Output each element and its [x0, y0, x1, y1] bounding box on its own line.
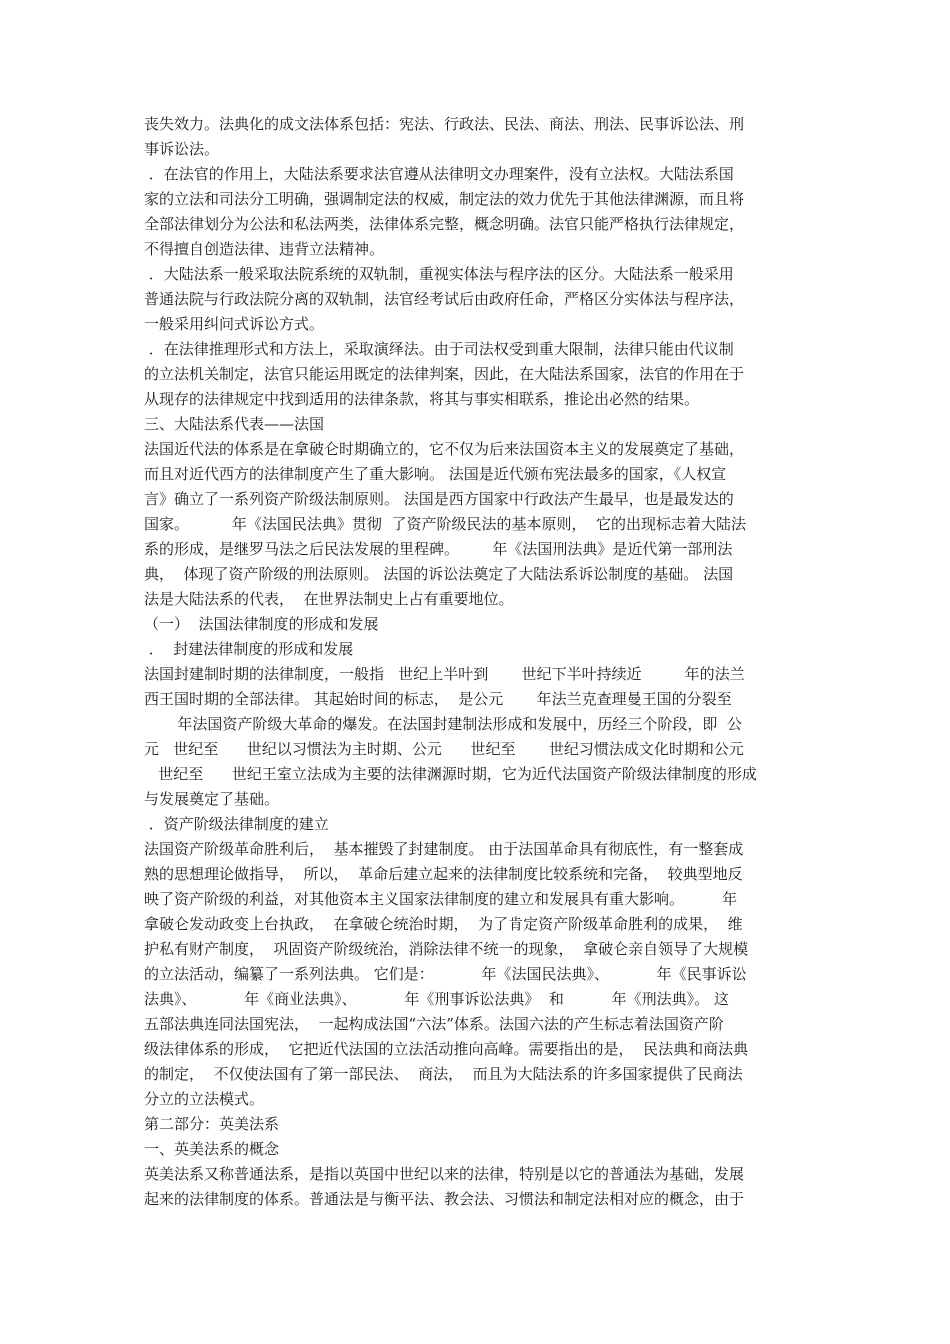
text-line: 法国近代法的体系是在拿破仑时期确立的，它不仅为后来法国资本主义的发展奠定了基础， [144, 440, 745, 458]
text-line: ．在法官的作用上，大陆法系要求法官遵从法律明文办理案件，没有立法权。大陆法系国 [144, 165, 734, 183]
text-line: 熟的思想理论做指导， 所以， 革命后建立起来的法律制度比较系统和完备， 较典型地反 [144, 865, 743, 883]
text-line: 事诉讼法。 [144, 140, 220, 158]
subsection-heading: （一） 法国法律制度的形成和发展 [144, 615, 379, 633]
text-line: 西王国时期的全部法律。 其起始时间的标志， 是公元 年法兰克查理曼王国的分裂至 [144, 690, 732, 708]
text-line: 世纪至 世纪王室立法成为主要的法律渊源时期，它为近代法国资产阶级法律制度的形成 [144, 765, 757, 783]
text-line: 法典》、 年《商业法典》、 年《刑事诉讼法典》 和 年《刑法典》。 这 [144, 990, 729, 1008]
text-line: 而且对近代西方的法律制度产生了重大影响。 法国是近代颁布宪法最多的国家，《人权宣 [144, 465, 727, 483]
text-line: 护私有财产制度， 巩固资产阶级统治，消除法律不统一的现象， 拿破仑亲自领导了大规模 [144, 940, 749, 958]
text-line: 全部法律划分为公法和私法两类，法律体系完整，概念明确。法官只能严格执行法律规定， [144, 215, 745, 233]
text-line: 的立法活动，编纂了一系列法典。 它们是： 年《法国民法典》、 年《民事诉讼 [144, 965, 747, 983]
text-line: 家的立法和司法分工明确，强调制定法的权威，制定法的效力优先于其他法律渊源，而且将 [144, 190, 745, 208]
subsection-heading: ．资产阶级法律制度的建立 [144, 815, 329, 833]
text-line: 英美法系又称普通法系，是指以英国中世纪以来的法律，特别是以它的普通法为基础，发展 [144, 1165, 745, 1183]
text-line: 的立法机关制定，法官只能运用既定的法律判案，因此，在大陆法系国家，法官的作用在于 [144, 365, 745, 383]
text-line: 映了资产阶级的利益，对其他资本主义国家法律制度的建立和发展具有重大影响。 年 [144, 890, 738, 908]
text-line: ．大陆法系一般采取法院系统的双轨制，重视实体法与程序法的区分。大陆法系一般采用 [144, 265, 734, 283]
text-line: 五部法典连同法国宪法， 一起构成法国“六法”体系。法国六法的产生标志着法国资产阶 [144, 1015, 724, 1033]
text-line: 法是大陆法系的代表， 在世界法制史上占有重要地位。 [144, 590, 514, 608]
text-line: 言》确立了一系列资产阶级法制原则。 法国是西方国家中行政法产生最早，也是最发达的 [144, 490, 734, 508]
text-line: 拿破仑发动政变上台执政， 在拿破仑统治时期， 为了肯定资产阶级革命胜利的成果， 维 [144, 915, 743, 933]
text-line: 一般采用纠问式诉讼方式。 [144, 315, 325, 333]
part-heading: 第二部分：英美法系 [144, 1115, 280, 1133]
text-line: 法国资产阶级革命胜利后， 基本摧毁了封建制度。 由于法国革命具有彻底性，有一整套成 [144, 840, 744, 858]
text-line: 起来的法律制度的体系。普通法是与衡平法、教会法、习惯法和制定法相对应的概念，由于 [144, 1190, 745, 1208]
text-line: 典， 体现了资产阶级的刑法原则。 法国的诉讼法奠定了大陆法系诉讼制度的基础。 法国 [144, 565, 734, 583]
text-line: 丧失效力。法典化的成文法体系包括：宪法、行政法、民法、商法、刑法、民事诉讼法、刑 [144, 115, 745, 133]
text-line: 普通法院与行政法院分离的双轨制，法官经考试后由政府任命，严格区分实体法与程序法， [144, 290, 745, 308]
text-line: 不得擅自创造法律、违背立法精神。 [144, 240, 385, 258]
text-line: 从现存的法律规定中找到适用的法律条款，将其与事实相联系，推论出必然的结果。 [144, 390, 700, 408]
text-line: 系的形成，是继罗马法之后民法发展的里程碑。 年《法国刑法典》是近代第一部刑法 [144, 540, 733, 558]
section-heading: 一、英美法系的概念 [144, 1140, 280, 1158]
text-line: 的制定， 不仅使法国有了第一部民法、 商法， 而且为大陆法系的许多国家提供了民商法 [144, 1065, 743, 1083]
text-line: 国家。 年《法国民法典》贯彻 了资产阶级民法的基本原则， 它的出现标志着大陆法 [144, 515, 746, 533]
text-line: 法国封建制时期的法律制度，一般指 世纪上半叶到 世纪下半叶持续近 年的法兰 [144, 665, 745, 683]
text-line: 分立的立法模式。 [144, 1090, 265, 1108]
subsection-heading: ． 封建法律制度的形成和发展 [144, 640, 354, 658]
document-page [144, 112, 812, 1212]
text-line: 元 世纪至 世纪以习惯法为主时期、公元 世纪至 世纪习惯法成文化时期和公元 [144, 740, 744, 758]
text-line: 级法律体系的形成， 它把近代法国的立法活动推向高峰。需要指出的是， 民法典和商法典 [144, 1040, 749, 1058]
section-heading: 三、大陆法系代表——法国 [144, 415, 325, 433]
text-line: 与发展奠定了基础。 [144, 790, 280, 808]
text-line: ．在法律推理形式和方法上，采取演绎法。由于司法权受到重大限制，法律只能由代议制 [144, 340, 734, 358]
text-line: 年法国资产阶级大革命的爆发。在法国封建制法形成和发展中，历经三个阶段，即 公 [144, 715, 742, 733]
